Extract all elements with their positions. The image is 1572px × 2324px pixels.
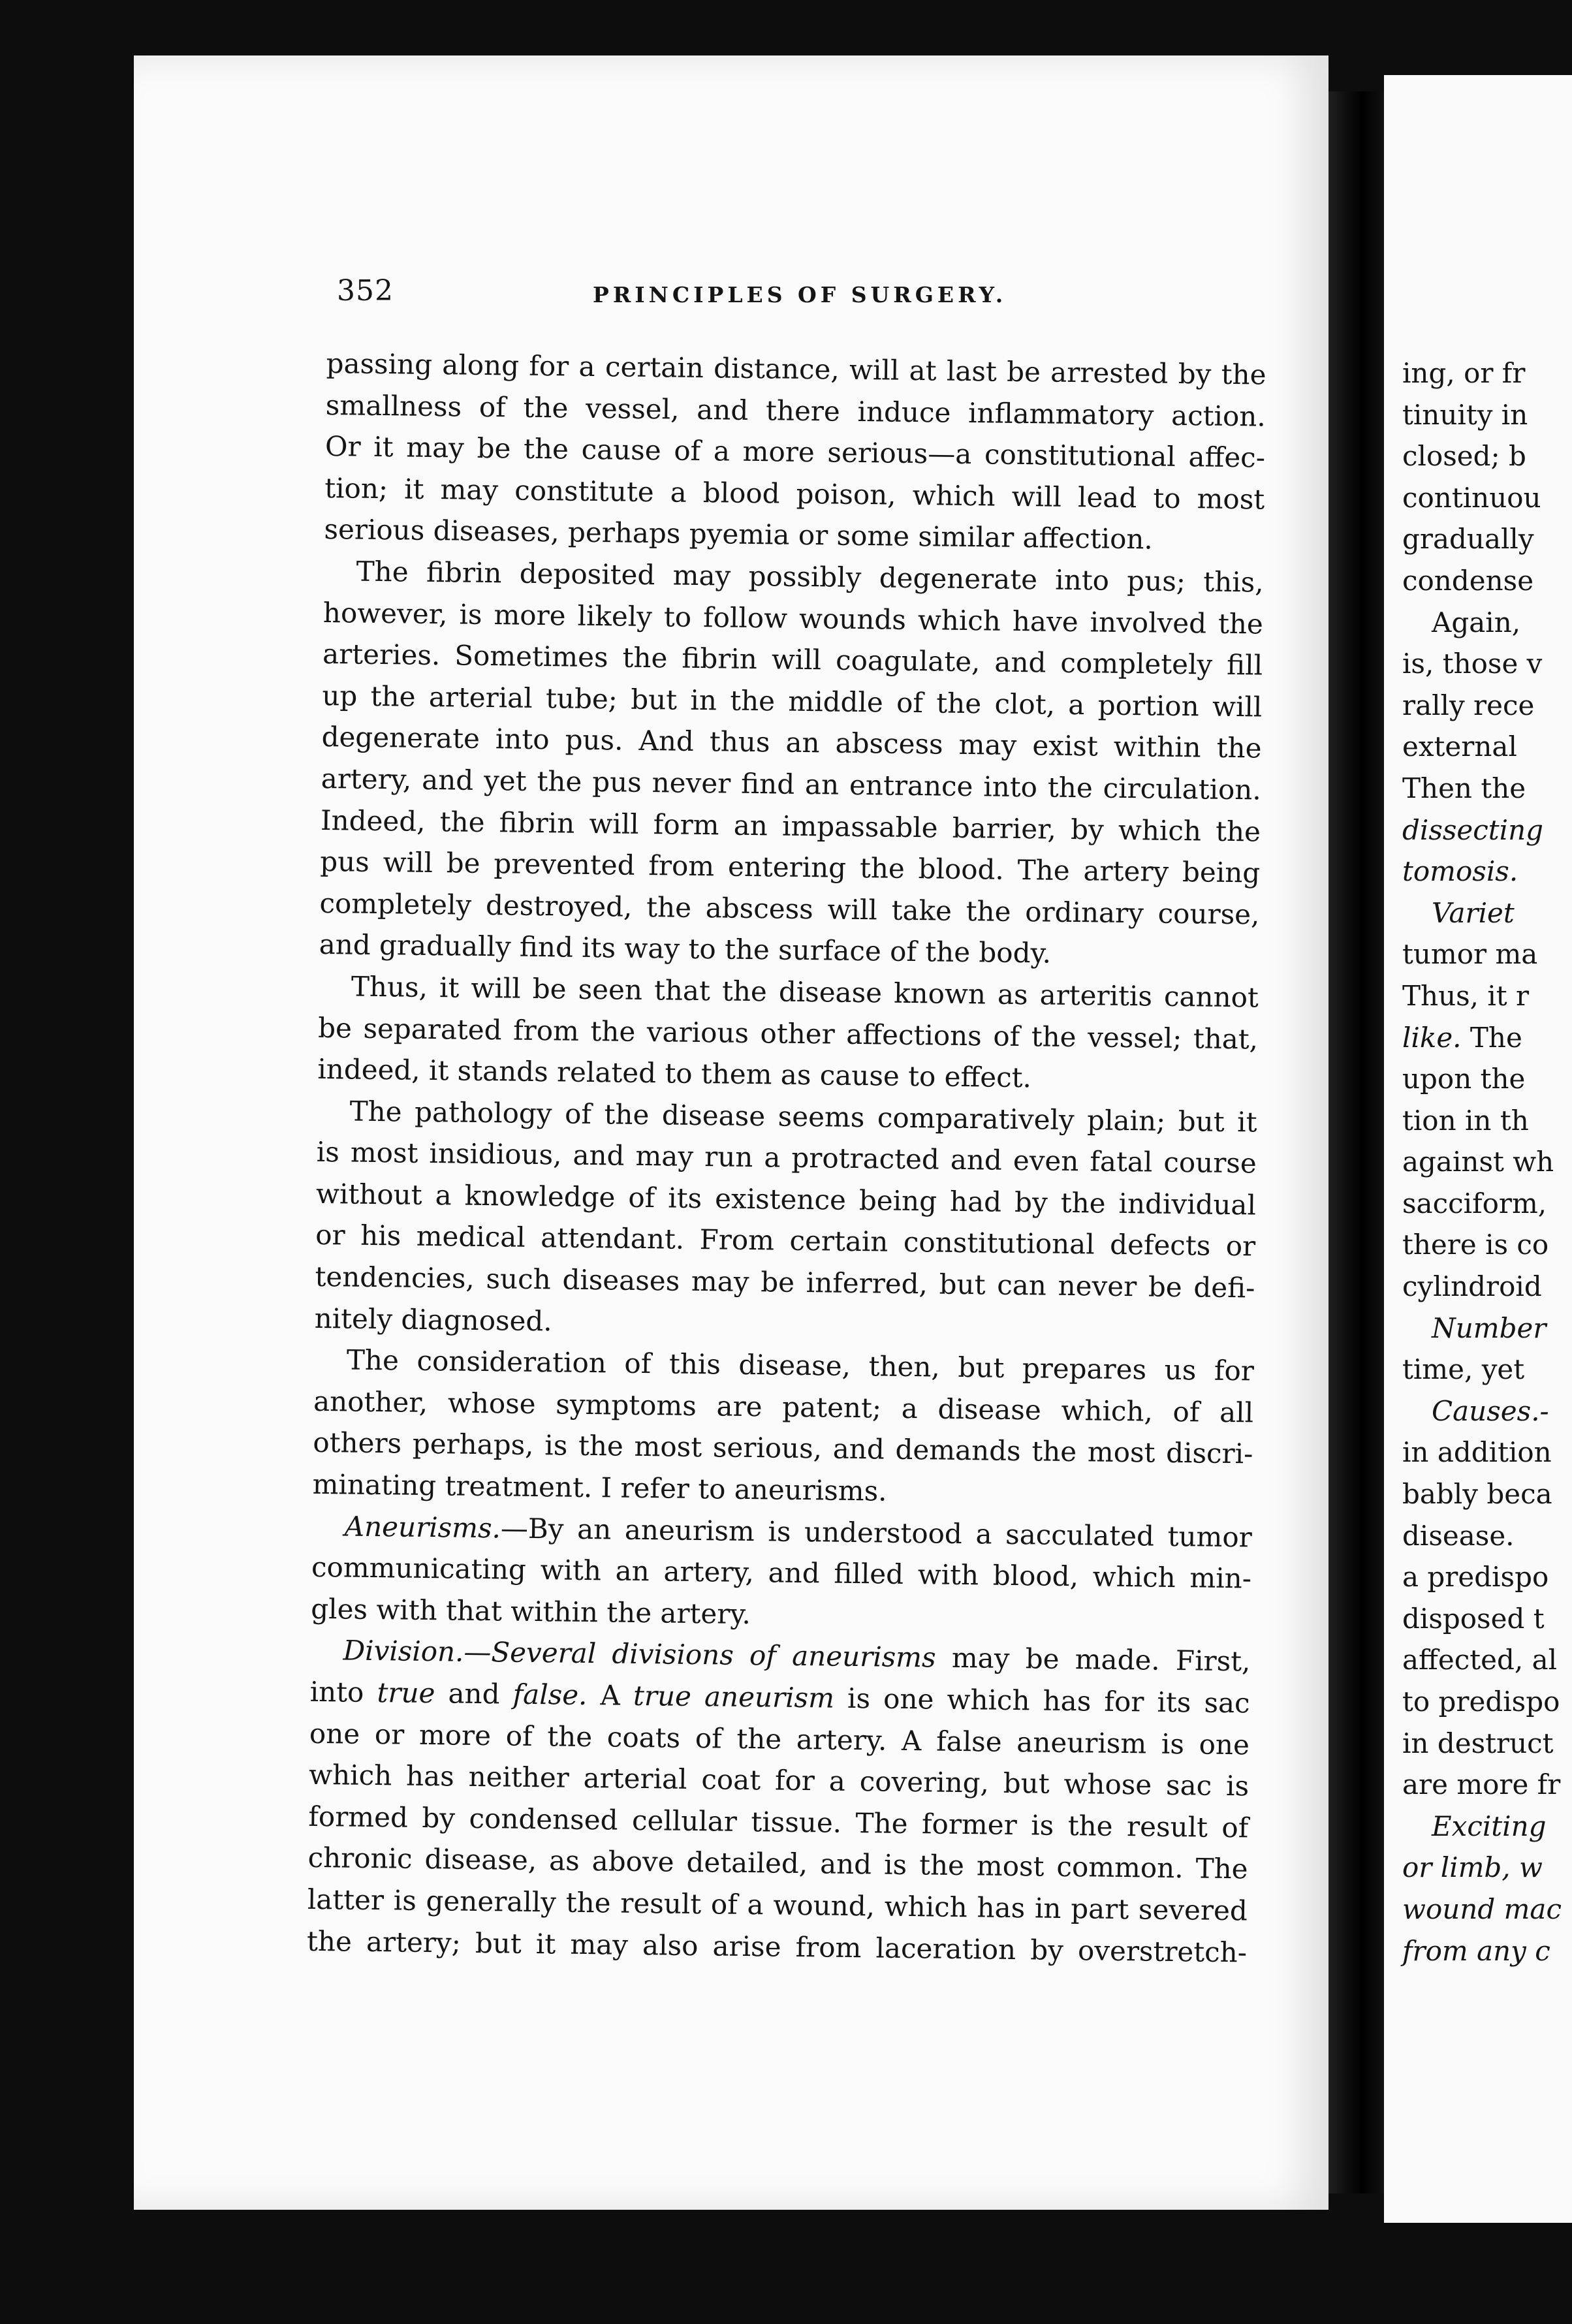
right-text-line: Exciting <box>1432 1810 1547 1842</box>
text-run: A <box>587 1679 634 1712</box>
right-text-line: ing, or fr <box>1402 357 1526 389</box>
left-text-line: gles with that within the artery. <box>311 1592 751 1630</box>
left-text-line: and gradually find its way to the surface of the body. <box>319 928 1052 969</box>
text-run: and <box>435 1677 513 1710</box>
right-text-line: cylindroid <box>1402 1270 1542 1303</box>
left-text-line: tion; it may constitute a blood poison, which will lead to most <box>324 471 1265 516</box>
right-text-line: in destruct <box>1402 1727 1554 1759</box>
left-text-line: indeed, it stands related to them as cause to effect. <box>317 1053 1032 1094</box>
right-text-line: condense <box>1402 564 1534 597</box>
right-text-line: disposed t <box>1402 1602 1545 1635</box>
left-text-line: latter is generally the result of a wound, which has in part severed <box>307 1883 1248 1927</box>
right-text-line: rally rece <box>1402 689 1535 721</box>
right-text-line: bably beca <box>1402 1478 1552 1511</box>
right-text-line: tomosis. <box>1402 855 1518 888</box>
left-text-line: however, is more likely to follow wounds which have involved the <box>322 596 1264 640</box>
text-run: The <box>1461 1021 1522 1054</box>
running-title: PRINCIPLES OF SURGERY. <box>593 282 1007 307</box>
left-text-line: formed by condensed cellular tissue. The former is the result of <box>308 1800 1249 1844</box>
left-text-line: is most insidious, and may run a protracted and even fatal course <box>316 1136 1257 1180</box>
right-text-line: is, those v <box>1402 648 1543 680</box>
left-text-line: serious diseases, perhaps pyemia or some similar affection. <box>324 513 1154 556</box>
right-page-text <box>1402 353 1562 1971</box>
left-text-line: The fibrin deposited may possibly degenerate into pus; this, <box>356 555 1264 599</box>
left-text-line: which has neither arterial coat for a covering, but whose sac is <box>308 1759 1250 1802</box>
right-text-line: continuou <box>1402 481 1541 514</box>
left-text-line: pus will be prevented from entering the blood. The artery being <box>319 845 1261 889</box>
right-text-line: tinuity in <box>1402 398 1528 431</box>
left-text-line: be separated from the various other affections of the vessel; that, <box>317 1011 1259 1056</box>
left-text-line: Or it may be the cause of a more serious—a constitutional affec- <box>324 430 1266 474</box>
right-text-line: Causes.- <box>1432 1394 1549 1427</box>
left-text-line: others perhaps, is the most serious, and demands the most discri- <box>313 1426 1253 1470</box>
left-page-body-text <box>307 343 1266 1973</box>
right-text-line: upon the <box>1402 1063 1526 1095</box>
left-text-line: minating treatment. I refer to aneurisms. <box>312 1468 887 1507</box>
right-text-line: tumor ma <box>1402 938 1538 971</box>
right-text-line: a predispo <box>1402 1561 1549 1594</box>
right-text-line <box>1402 1017 1562 1059</box>
right-text-line: Then the <box>1402 772 1526 804</box>
page-number: 352 <box>337 274 394 307</box>
right-text-line: closed; b <box>1402 440 1526 473</box>
left-text-line: passing along for a certain distance, will at last be arrested by the <box>326 347 1266 391</box>
text-run: may be made. First, <box>935 1641 1251 1678</box>
right-text-line: there is co <box>1402 1229 1549 1261</box>
right-text-line: wound mac <box>1402 1892 1562 1925</box>
right-text-line: to predispo <box>1402 1686 1560 1718</box>
right-text-line: affected, al <box>1402 1644 1558 1676</box>
left-text-line: chronic disease, as above detailed, and is the most common. The <box>307 1842 1248 1885</box>
right-text-line: in addition <box>1402 1436 1552 1469</box>
left-text-line: The pathology of the disease seems comparatively plain; but it <box>349 1095 1257 1138</box>
left-text-line: one or more of the coats of the artery. A false aneurism is one <box>309 1717 1250 1761</box>
left-text-line: nitely diagnosed. <box>314 1302 552 1337</box>
italic-text-run: like. <box>1402 1021 1462 1054</box>
right-text-line: against wh <box>1402 1146 1554 1178</box>
book-gutter <box>1328 91 1384 2193</box>
right-text-line: Again, <box>1432 606 1521 638</box>
right-text-line: Thus, it r <box>1402 979 1530 1012</box>
right-text-line: external <box>1402 730 1517 763</box>
right-page <box>1384 75 1572 2223</box>
italic-text-run: Aneurisms. <box>344 1510 501 1545</box>
left-text-line: smallness of the vessel, and there induce inflammatory action. <box>325 388 1266 433</box>
right-text-line: or limb, w <box>1402 1851 1543 1884</box>
left-text-line: or his medical attendant. From certain constitutional defects or <box>315 1219 1256 1263</box>
text-run: into <box>309 1675 377 1709</box>
left-text-line: Indeed, the fibrin will form an impassable barrier, by which the <box>320 804 1261 848</box>
left-text-line: communicating with an artery, and filled with blood, which min- <box>311 1551 1252 1595</box>
right-text-line: gradually <box>1402 523 1534 556</box>
text-run: —By an aneurism is understood a sacculated tumor <box>500 1512 1253 1554</box>
left-text-line: The consideration of this disease, then, but prepares us for <box>346 1343 1255 1387</box>
text-run: is one which has for its sac <box>834 1682 1250 1719</box>
right-text-line: Number <box>1432 1311 1547 1344</box>
right-text-line: disease. <box>1402 1519 1515 1552</box>
left-text-line: Thus, it will be seen that the disease known as arteritis cannot <box>351 970 1259 1014</box>
right-text-line: are more fr <box>1402 1768 1561 1801</box>
left-text-line: another, whose symptoms are patent; a disease which, of all <box>313 1385 1254 1429</box>
right-text-line: Variet <box>1432 896 1515 929</box>
right-text-line: time, yet <box>1402 1353 1525 1386</box>
left-text-line: completely destroyed, the abscess will take the ordinary course, <box>319 887 1260 931</box>
right-text-line: tion in th <box>1402 1104 1529 1137</box>
italic-text-run: false. <box>512 1678 588 1712</box>
right-text-line: dissecting <box>1402 813 1544 846</box>
left-text-line: tendencies, such diseases may be inferred, but can never be defi- <box>315 1260 1255 1304</box>
left-text-line: arteries. Sometimes the fibrin will coagulate, and completely fill <box>322 638 1263 682</box>
left-text-line: artery, and yet the pus never find an entrance into the circulation. <box>321 762 1262 806</box>
left-text-line: without a knowledge of its existence being had by the individual <box>315 1177 1257 1221</box>
left-text-line: the artery; but it may also arise from laceration by overstretch- <box>306 1924 1248 1968</box>
right-text-line: sacciform, <box>1402 1187 1547 1219</box>
page-header <box>337 274 1290 313</box>
right-text-line: from any c <box>1402 1934 1550 1967</box>
italic-text-run: true aneurism <box>633 1679 835 1714</box>
italic-text-run: true <box>377 1676 435 1710</box>
italic-text-run: Division.—Several divisions of aneurisms <box>343 1634 936 1674</box>
left-text-line: degenerate into pus. And thus an abscess may exist within the <box>321 721 1262 764</box>
left-text-line: up the arterial tube; but in the middle of the clot, a portion will <box>322 679 1263 723</box>
